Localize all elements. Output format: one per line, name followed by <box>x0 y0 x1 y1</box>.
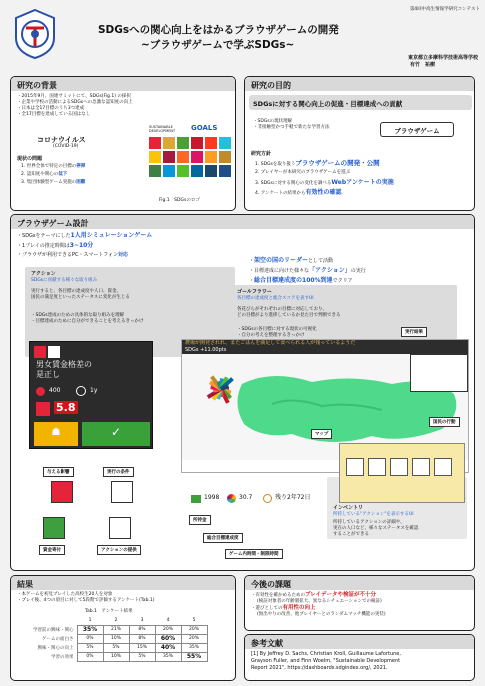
future-panel <box>244 575 475 631</box>
label-money: 所持金 <box>189 515 211 525</box>
label-score: 総合目標達成度 <box>203 533 243 543</box>
sdg-tile <box>205 137 217 149</box>
impact-icon <box>36 402 50 416</box>
sdg-tile <box>191 137 203 149</box>
sdg-logo-goals: GOALS <box>191 124 218 132</box>
table-cell: 20% <box>155 625 181 634</box>
clock-icon <box>76 386 86 396</box>
table-cell: 0% <box>77 652 103 661</box>
row-label: 学習の効果 <box>51 654 74 660</box>
sdg-tile <box>205 165 217 177</box>
table-cell: 21% <box>103 625 129 634</box>
card-value: 5.8 <box>56 401 76 414</box>
sdg-tile <box>191 165 203 177</box>
goal-flower <box>202 370 240 408</box>
design-left-list <box>17 232 247 262</box>
plan-list <box>255 160 473 200</box>
list-item: ・遊びとしての有用性の向上 <box>251 605 316 611</box>
sdg-tile <box>219 151 231 163</box>
problem-list <box>21 164 146 186</box>
sdg-tile <box>177 165 189 177</box>
donate-button[interactable]: ☗ <box>34 422 78 446</box>
poster-subtitle: ~ブラウザゲームで学ぶSDGs~ <box>141 39 295 51</box>
purpose-panel <box>244 76 475 211</box>
conference-name: 第4回中高生情報学研究コンテスト <box>409 7 480 12</box>
problem-item: 2. 認知度や関心の低下 <box>21 172 68 177</box>
list-item: ・架空の国のリーダーとして活動 <box>249 257 334 264</box>
inventory-subtitle: 所持している"アクション"を表示するUI <box>333 512 414 517</box>
status-time: 残り2年72日 <box>275 494 311 501</box>
fig-caption: Fig.1 SDGsのロゴ <box>159 198 200 203</box>
table-row <box>15 634 207 643</box>
score-icon <box>227 494 236 503</box>
plan-item: 1. SDGsを取り扱うブラウザゲームの開発・公開 <box>255 159 380 167</box>
list-item: ・SDGsをテーマにした1人用シミュレーションゲーム <box>17 232 153 239</box>
label-time: ゲーム内時間・制限時間 <box>225 549 283 559</box>
sdg-tile <box>163 151 175 163</box>
sdg-tile <box>163 137 175 149</box>
goalflower-title: ゴールフラワー <box>237 289 272 295</box>
sdg-logo-text: SUSTAINABLE DEVELOPMENT <box>149 125 176 133</box>
list-item: ・有効性を確かめるためのプレイデータや検証が不十分 <box>251 592 377 598</box>
column-header: 3 <box>140 617 144 623</box>
author-name: 有竹 祐樹 <box>410 62 436 68</box>
row-label: ゲームの面白さ <box>42 636 74 642</box>
covid-sub: (COVID-19) <box>53 144 79 149</box>
table-cell: 0% <box>77 634 103 643</box>
table-cell: 10% <box>103 652 129 661</box>
list-item: ・ 日本は全17目標のうち3つ達成 <box>17 106 232 112</box>
sdg-tile-grid <box>149 137 233 193</box>
table-cell: 10% <box>103 634 129 643</box>
card-cost: 400 <box>49 387 61 394</box>
card-title: 男女賃金格差の 是正し <box>36 360 92 379</box>
status-money: 1998 <box>204 494 220 501</box>
background-list <box>17 94 232 118</box>
label-exec: 実行結果 <box>401 327 427 337</box>
funds-icon-box <box>43 517 65 539</box>
goalflower-subtitle: 各目標の達成度と総合スコアを表すUI <box>237 296 314 301</box>
list-item: (検証対象者の年齢層拡大、異なるシチュエーションでの検証) <box>257 599 382 604</box>
poster-title: SDGsへの関心向上をはかるブラウザゲームの開発 <box>98 24 339 36</box>
result-list: ・ 本ゲームを初見プレイした高校生20人を対象 ・ プレイ後、4つの項目に対して5段階で評価するアンケート(Tab.1) <box>17 592 235 604</box>
table-cell: 8% <box>129 625 155 634</box>
table-cell: 35% <box>181 643 207 652</box>
message-bar: 農場が開発されれ、またごはんを満足して食べられる人が残っているようだ SDGs +11.00pts <box>182 340 469 354</box>
inventory-desc: 所持しているアクションの詳細や、 実在の人口など、様々なステータスを確認 することができる <box>333 520 419 537</box>
result-title: 結果 <box>11 576 235 590</box>
goalflower-bullets: ・ SDGsの各目標に対する現状の可視化 ・ 自分の考えを整理するきっかけ <box>237 327 317 339</box>
list-item: ・1プレイの推定時間は3~10分 <box>17 242 94 249</box>
table-cell: 60% <box>155 634 181 643</box>
action-card-screenshot <box>29 341 153 449</box>
column-header: 5 <box>192 617 196 623</box>
table-cell: 15% <box>129 643 155 652</box>
table-cell: 55% <box>181 652 207 661</box>
purpose-banner: SDGsに対する関心向上の促進・目標達成への貢献 <box>249 95 472 110</box>
list-item: ・ブラウザが利用できるPC・スマートフォン対応 <box>17 252 129 258</box>
sdg-tile <box>149 165 161 177</box>
label-status: 国民の行動 <box>429 417 460 427</box>
sdg-tile <box>177 151 189 163</box>
refs-title: 参考文献 <box>245 635 474 649</box>
label-condition: 実行の条件 <box>103 467 134 477</box>
problem-item: 3. 集団体験型ゲーム実施の困難 <box>21 180 86 185</box>
column-header: 1 <box>88 617 92 623</box>
goalflower-desc: 各花びらがそれぞれの目標に対応しており、 どの目標がより進捗しているか見た目で判断できる <box>237 307 341 318</box>
execute-button[interactable]: ✓ <box>82 422 150 446</box>
table-cell: 20% <box>181 634 207 643</box>
table-caption: Tab.1 アンケート結果 <box>85 609 133 614</box>
coin-icon <box>36 387 45 396</box>
row-label: 興味・関心の向上 <box>37 645 74 651</box>
impact-icon-box <box>51 481 73 503</box>
inventory-screenshot <box>339 443 465 503</box>
sdg-tile <box>191 151 203 163</box>
action-bullets: ・ SDGs達成のための具体的な取り組みを理解 ・ 目標達成のために自分ができることを考えるきっかけ <box>31 313 144 325</box>
list-item: ・総合目標達成度の100%到達でクリア <box>249 277 353 284</box>
time-icon <box>263 494 272 503</box>
plan-item: 4. アンケートの結果から有効性の確認 <box>255 189 342 196</box>
plan-title: 研究方針 <box>251 151 272 157</box>
plan-item: 2. プレイヤーが本研究のブラウザゲームを遊ぶ <box>255 170 351 175</box>
action-subtitle: SDGsに貢献する様々な取り組み <box>31 278 98 283</box>
label-map: マップ <box>311 429 332 439</box>
list-item: ・ 全17目標を達成している国はなし <box>17 112 232 118</box>
card-icon <box>34 346 46 358</box>
table-row <box>15 652 207 661</box>
exec-result-popup <box>410 354 468 392</box>
table-row <box>15 643 207 652</box>
purpose-list <box>253 119 330 131</box>
sdg-tile <box>219 137 231 149</box>
list-item: ・ 非接触型かつ手軽で新たな学習方法 <box>253 125 330 131</box>
table-cell: 5% <box>129 652 155 661</box>
purpose-title: 研究の目的 <box>245 77 474 91</box>
refs-text: [1] By Jeffrey D. Sachs, Christian Kroll, Guillaume Lafortune, Grayson Fuller, and Finn Woelm, "Sustainable Development Report 2021", https://dashboards.sdgindex.org/, 2021. <box>251 651 401 671</box>
column-header: 2 <box>114 617 118 623</box>
table-cell: 35% <box>155 652 181 661</box>
flower-petal <box>221 386 229 389</box>
table-cell: 5% <box>103 643 129 652</box>
table-cell: 8% <box>129 634 155 643</box>
sdg-tile <box>163 165 175 177</box>
design-title: ブラウザゲーム設計 <box>11 215 474 229</box>
table-cell: 35% <box>77 625 103 634</box>
result-table <box>15 616 208 662</box>
list-item: ・ 2015年9月、国連サミットにて、SDGs(Fig.1) の採択 <box>17 94 232 100</box>
provide-icon-box <box>109 517 131 539</box>
sdg-logo <box>149 125 233 195</box>
row-label: 学習前の興味・関心 <box>33 627 74 633</box>
table-cell: 40% <box>155 643 181 652</box>
problem-title: 現状の問題 <box>17 156 43 162</box>
background-panel <box>10 76 236 211</box>
money-icon <box>191 495 201 503</box>
label-provide: アクションの提供 <box>97 545 141 555</box>
list-item: (無出やりの改善、他プレイヤーとのランダムマッチ機能の実装) <box>257 612 386 617</box>
result-panel <box>10 575 236 681</box>
column-header: 4 <box>166 617 170 623</box>
table-cell: 20% <box>181 625 207 634</box>
school-logo <box>12 8 58 60</box>
sdg-tile <box>219 165 231 177</box>
refs-panel <box>244 634 475 681</box>
list-item: ・目標達成に向けた様々な「アクション」の実行 <box>249 267 366 274</box>
future-list <box>251 592 473 618</box>
sdg-tile <box>149 151 161 163</box>
list-item: ・ 企業や学校の活動によるSDGsへの急激な認知度の向上 <box>17 100 232 106</box>
background-title: 研究の背景 <box>11 77 235 91</box>
school-name: 東京都立多摩科学技術高等学校 <box>407 55 478 61</box>
status-score: 30.7 <box>239 494 253 501</box>
list-item: ・ SDGsの現状理解 <box>253 119 330 125</box>
design-right-list <box>249 257 471 287</box>
condition-icon-box <box>111 481 133 503</box>
problem-item: 1. 世界全体で特定の目標の停滞 <box>21 164 86 169</box>
sdg-tile <box>149 137 161 149</box>
label-impact: 与える影響 <box>43 467 74 477</box>
future-title: 今後の課題 <box>245 576 474 590</box>
design-panel <box>10 214 475 571</box>
sdg-tile <box>177 137 189 149</box>
label-funds: 資金寄付 <box>39 545 65 555</box>
equality-icon <box>48 346 60 358</box>
inventory-title: インベントリ <box>333 505 364 511</box>
plan-item: 3. SDGsに対する関心の変化を調べるWebアンケートの実施 <box>255 179 394 186</box>
sdg-tile <box>205 151 217 163</box>
table-cell: 5% <box>77 643 103 652</box>
table-row <box>15 625 207 634</box>
browser-game-badge: ブラウザゲーム <box>380 122 454 137</box>
card-turns: 1y <box>90 387 98 394</box>
action-title: アクション <box>31 271 56 277</box>
action-desc: 実行すると、各目標の達成度や人口、資金、 国民の満足度といったステータスに変化が生じる <box>31 289 130 300</box>
covid-title: コロナウイルス <box>37 136 86 144</box>
